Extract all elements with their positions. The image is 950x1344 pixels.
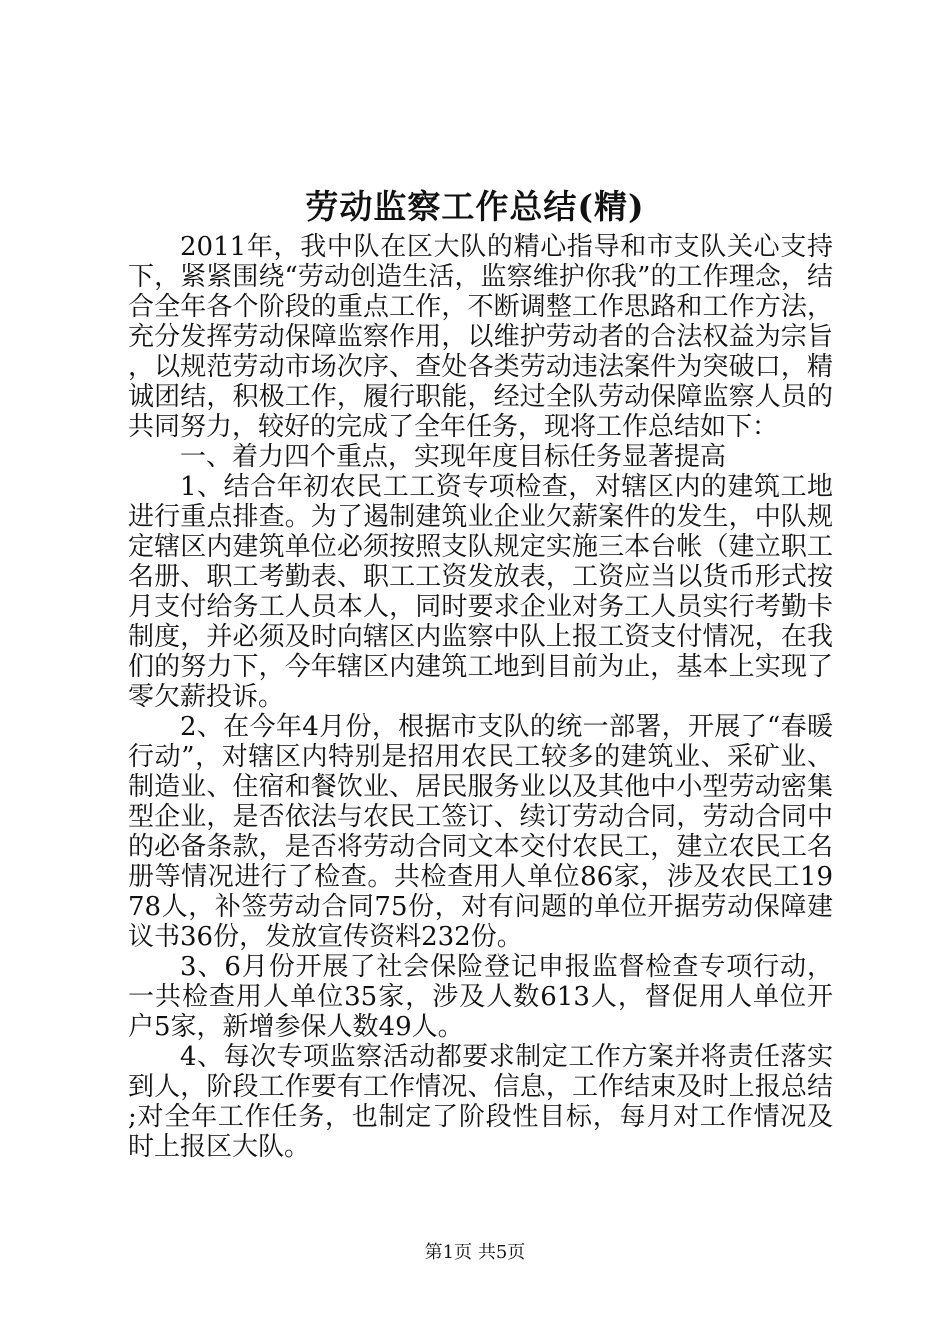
paragraph-intro: 2011年，我中队在区大队的精心指导和市支队关心支持下，紧紧围绕“劳动创造生活，监察维护你我”的工作理念，结合全年各个阶段的重点工作，不断调整工作思路和工作方法，充分发挥劳动保障监察作用，以维护劳动者的合法权益为宗旨，以规范劳动市场次序、查处各类劳动违法案件为突破口，精诚团结，积极工作，履行职能，经过全队劳动保障监察人员的共同努力，较好的完成了全年任务，现将工作总结如下：	[128, 232, 833, 442]
paragraph-item-3: 3、6月份开展了社会保险登记申报监督检查专项行动，一共检查用人单位35家，涉及人数613人，督促用人单位开户5家，新增参保人数49人。	[128, 952, 833, 1042]
document-body	[128, 232, 833, 1162]
document-title: 劳动监察工作总结(精)	[305, 187, 645, 226]
paragraph-item-1: 1、结合年初农民工工资专项检查，对辖区内的建筑工地进行重点排查。为了遏制建筑业企业欠薪案件的发生，中队规定辖区内建筑单位必须按照支队规定实施三本台帐（建立职工名册、职工考勤表、职工工资发放表，工资应当以货币形式按月支付给务工人员本人，同时要求企业对务工人员实行考勤卡制度，并必须及时向辖区内监察中队上报工资支付情况，在我们的努力下，今年辖区内建筑工地到目前为止，基本上实现了零欠薪投诉。	[128, 472, 833, 712]
paragraph-item-4: 4、每次专项监察活动都要求制定工作方案并将责任落实到人，阶段工作要有工作情况、信息，工作结束及时上报总结;对全年工作任务，也制定了阶段性目标，每月对工作情况及时上报区大队。	[128, 1042, 833, 1162]
paragraph-item-2: 2、在今年4月份，根据市支队的统一部署，开展了“春暖行动”，对辖区内特别是招用农民工较多的建筑业、采矿业、制造业、住宿和餐饮业、居民服务业以及其他中小型劳动密集型企业，是否依法与农民工签订、续订劳动合同，劳动合同中的必备条款，是否将劳动合同文本交付农民工，建立农民工名册等情况进行了检查。共检查用人单位86家，涉及农民工1978人，补签劳动合同75份，对有问题的单位开据劳动保障建议书36份，发放宣传资料232份。	[128, 712, 833, 952]
page-number-footer: 第1页 共5页	[424, 1242, 526, 1263]
paragraph-section-heading: 一、着力四个重点，实现年度目标任务显著提高	[180, 442, 727, 472]
